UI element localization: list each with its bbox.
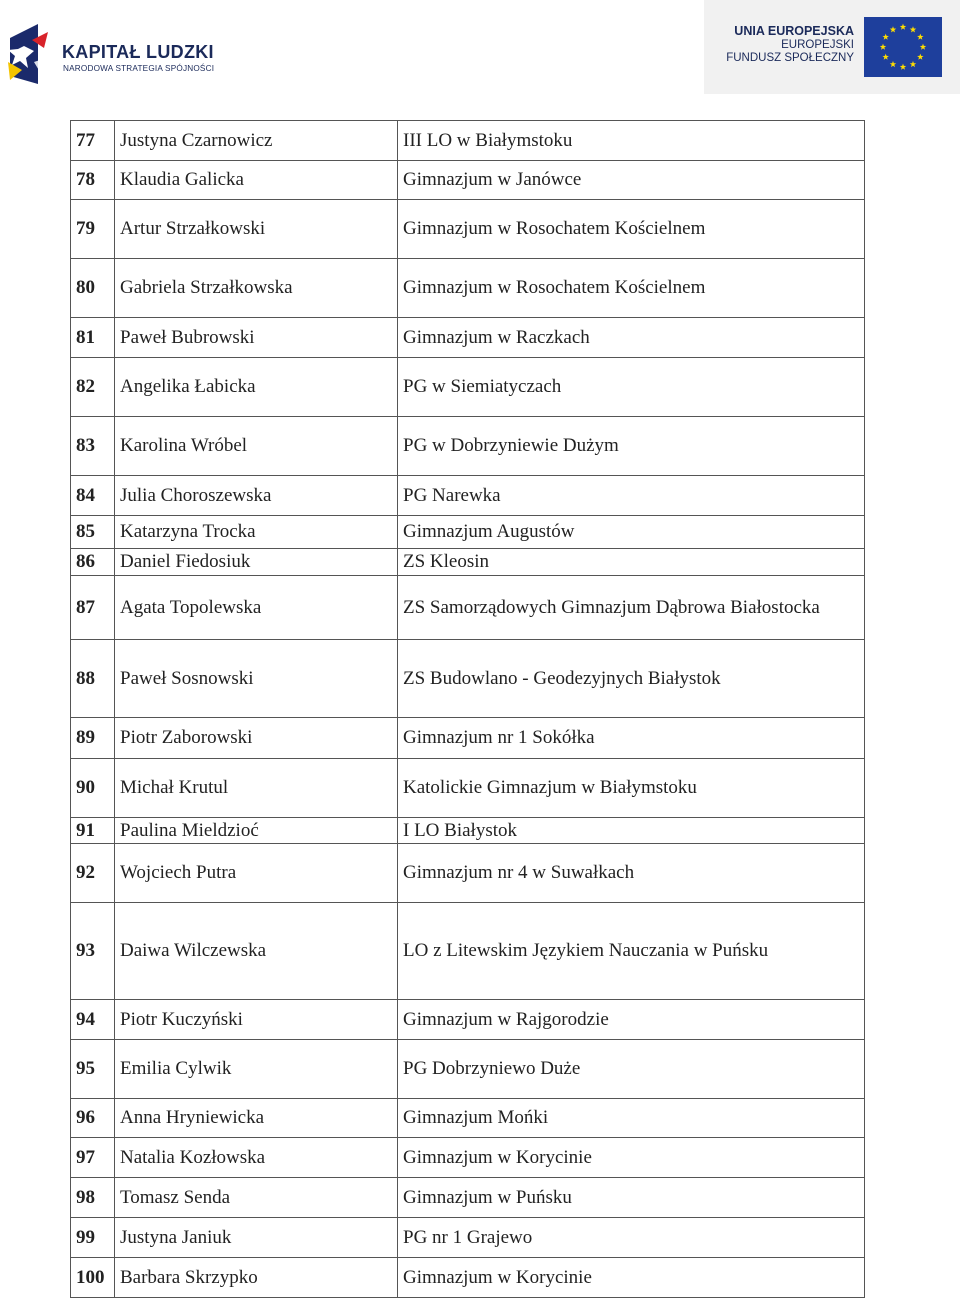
- school-name: PG w Siemiatyczach: [398, 358, 865, 417]
- school-name: Gimnazjum w Janówce: [398, 161, 865, 200]
- table-row: [71, 1040, 865, 1099]
- school-name: Gimnazjum w Raczkach: [398, 318, 865, 358]
- row-number: 94: [71, 1000, 115, 1040]
- eu-line-1: UNIA EUROPEJSKA: [734, 24, 854, 38]
- table-row: [71, 1258, 865, 1298]
- row-number: 88: [71, 640, 115, 718]
- participant-name: Artur Strzałkowski: [115, 200, 398, 259]
- school-name: PG Narewka: [398, 476, 865, 516]
- table-row: [71, 516, 865, 549]
- table-row: [71, 417, 865, 476]
- table-row: [71, 259, 865, 318]
- school-name: Gimnazjum nr 1 Sokółka: [398, 718, 865, 759]
- table-row: [71, 718, 865, 759]
- school-name: PG w Dobrzyniewie Dużym: [398, 417, 865, 476]
- school-name: I LO Białystok: [398, 818, 865, 844]
- school-name: Gimnazjum w Korycinie: [398, 1258, 865, 1298]
- eu-logo-text: [724, 24, 854, 65]
- participant-name: Michał Krutul: [115, 759, 398, 818]
- school-name: Gimnazjum w Rosochatem Kościelnem: [398, 259, 865, 318]
- row-number: 84: [71, 476, 115, 516]
- row-number: 98: [71, 1178, 115, 1218]
- school-name: ZS Samorządowych Gimnazjum Dąbrowa Białostocka: [398, 576, 865, 640]
- participant-name: Justyna Czarnowicz: [115, 121, 398, 161]
- row-number: 86: [71, 549, 115, 576]
- participant-name: Anna Hryniewicka: [115, 1099, 398, 1138]
- participant-name: Paulina Mieldzioć: [115, 818, 398, 844]
- row-number: 89: [71, 718, 115, 759]
- participant-name: Julia Choroszewska: [115, 476, 398, 516]
- eu-line-3: FUNDUSZ SPOŁECZNY: [726, 52, 854, 64]
- school-name: LO z Litewskim Językiem Nauczania w Puńsku: [398, 903, 865, 1000]
- table-row: [71, 818, 865, 844]
- school-name: ZS Budowlano - Geodezyjnych Białystok: [398, 640, 865, 718]
- row-number: 90: [71, 759, 115, 818]
- participant-name: Tomasz Senda: [115, 1178, 398, 1218]
- school-name: Gimnazjum Augustów: [398, 516, 865, 549]
- row-number: 97: [71, 1138, 115, 1178]
- row-number: 99: [71, 1218, 115, 1258]
- row-number: 77: [71, 121, 115, 161]
- participant-name: Daniel Fiedosiuk: [115, 549, 398, 576]
- table-row: [71, 903, 865, 1000]
- row-number: 80: [71, 259, 115, 318]
- participant-name: Angelika Łabicka: [115, 358, 398, 417]
- participant-name: Agata Topolewska: [115, 576, 398, 640]
- participant-name: Natalia Kozłowska: [115, 1138, 398, 1178]
- participant-name: Katarzyna Trocka: [115, 516, 398, 549]
- kapital-ludzki-logo: [4, 18, 224, 90]
- table-row: [71, 640, 865, 718]
- participant-name: Klaudia Galicka: [115, 161, 398, 200]
- eu-line-2: EUROPEJSKI: [781, 39, 854, 51]
- school-name: Gimnazjum nr 4 w Suwałkach: [398, 844, 865, 903]
- logo-title: KAPITAŁ LUDZKI: [62, 42, 214, 62]
- school-name: Gimnazjum w Korycinie: [398, 1138, 865, 1178]
- table-row: [71, 358, 865, 417]
- eu-logo: [704, 0, 960, 94]
- participants-table: [70, 120, 865, 1298]
- school-name: Gimnazjum Mońki: [398, 1099, 865, 1138]
- school-name: III LO w Białymstoku: [398, 121, 865, 161]
- participant-name: Piotr Kuczyński: [115, 1000, 398, 1040]
- row-number: 87: [71, 576, 115, 640]
- table-row: [71, 121, 865, 161]
- row-number: 78: [71, 161, 115, 200]
- row-number: 91: [71, 818, 115, 844]
- row-number: 93: [71, 903, 115, 1000]
- kapital-ludzki-icon: [4, 18, 56, 88]
- row-number: 83: [71, 417, 115, 476]
- participant-name: Karolina Wróbel: [115, 417, 398, 476]
- table-row: [71, 1218, 865, 1258]
- table-row: [71, 200, 865, 259]
- school-name: Gimnazjum w Rajgorodzie: [398, 1000, 865, 1040]
- table-row: [71, 549, 865, 576]
- participant-name: Daiwa Wilczewska: [115, 903, 398, 1000]
- table-row: [71, 1178, 865, 1218]
- school-name: PG Dobrzyniewo Duże: [398, 1040, 865, 1099]
- participant-name: Emilia Cylwik: [115, 1040, 398, 1099]
- row-number: 82: [71, 358, 115, 417]
- participant-name: Paweł Bubrowski: [115, 318, 398, 358]
- table-row: [71, 1099, 865, 1138]
- school-name: Gimnazjum w Rosochatem Kościelnem: [398, 200, 865, 259]
- row-number: 92: [71, 844, 115, 903]
- logo-subtitle: NARODOWA STRATEGIA SPÓJNOŚCI: [63, 64, 215, 73]
- table-row: [71, 576, 865, 640]
- school-name: Katolickie Gimnazjum w Białymstoku: [398, 759, 865, 818]
- school-name: ZS Kleosin: [398, 549, 865, 576]
- table-row: [71, 844, 865, 903]
- row-number: 79: [71, 200, 115, 259]
- participant-name: Paweł Sosnowski: [115, 640, 398, 718]
- eu-flag-icon: [864, 17, 942, 77]
- table-row: [71, 476, 865, 516]
- table-row: [71, 1138, 865, 1178]
- row-number: 95: [71, 1040, 115, 1099]
- participant-name: Barbara Skrzypko: [115, 1258, 398, 1298]
- participant-name: Justyna Janiuk: [115, 1218, 398, 1258]
- school-name: PG nr 1 Grajewo: [398, 1218, 865, 1258]
- participant-name: Gabriela Strzałkowska: [115, 259, 398, 318]
- participant-name: Wojciech Putra: [115, 844, 398, 903]
- row-number: 81: [71, 318, 115, 358]
- school-name: Gimnazjum w Puńsku: [398, 1178, 865, 1218]
- table-row: [71, 1000, 865, 1040]
- table-row: [71, 318, 865, 358]
- table-row: [71, 759, 865, 818]
- row-number: 85: [71, 516, 115, 549]
- row-number: 96: [71, 1099, 115, 1138]
- row-number: 100: [71, 1258, 115, 1298]
- participant-name: Piotr Zaborowski: [115, 718, 398, 759]
- table-row: [71, 161, 865, 200]
